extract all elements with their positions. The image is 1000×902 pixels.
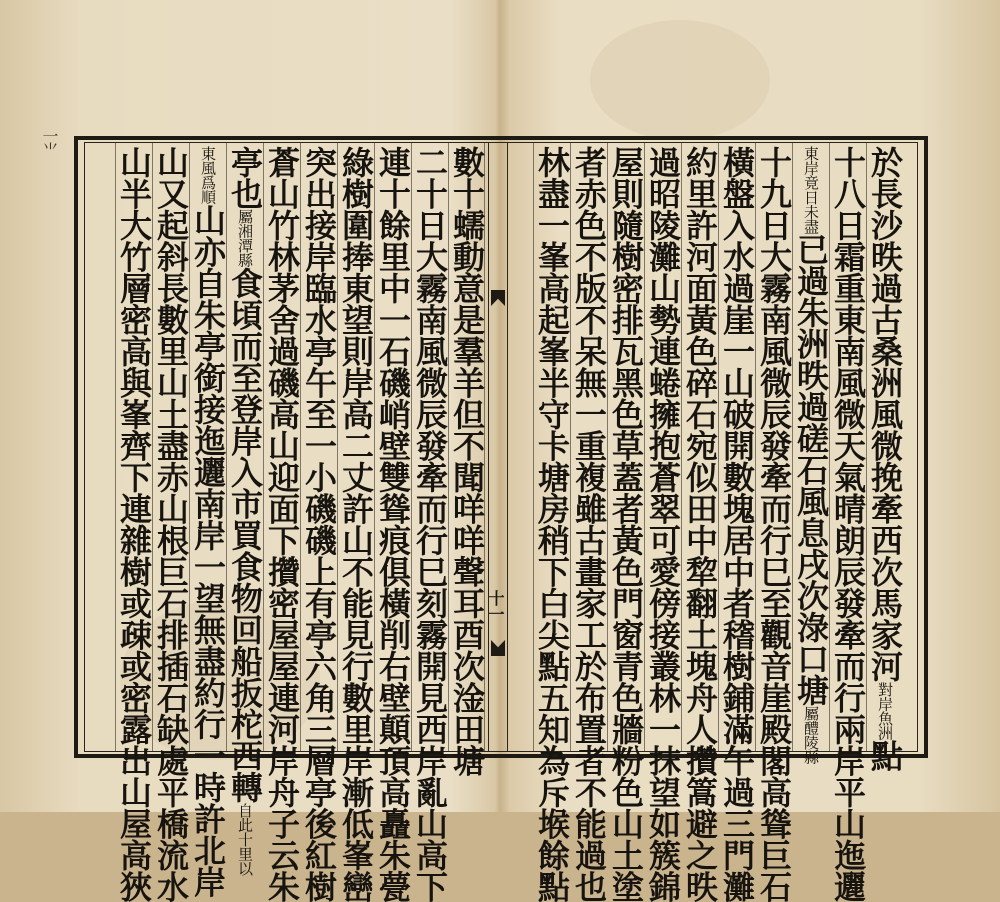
column-text: 屋則隨樹密排瓦黑色草蓋者黃色門窗青色牆粉色山土塗 [607, 146, 645, 902]
text-column [263, 146, 301, 902]
interlinear-note [237, 209, 253, 267]
text-column [829, 146, 867, 902]
note-line: 陵縣 [802, 734, 820, 764]
column-text-tail: 食頃而至登岸入市買食物回船扳柁西轉 [226, 267, 264, 803]
text-column [374, 146, 412, 902]
column-text: 於長沙昳過古桑洲風微挽牽西次馬家河 [866, 146, 904, 682]
note-line: 東風 [199, 146, 217, 175]
text-column [681, 146, 719, 902]
margin-mark: 一⺌ [40, 128, 59, 156]
column-text: 數十蠕動意是羣羊但不聞咩咩聲耳酉次淦田塘 [448, 146, 486, 776]
note-line: 潭縣 [236, 238, 254, 267]
column-text: 者赤色不版不呆無一重複雖古畫家工於布置者不能過也 [570, 146, 608, 902]
interlinear-note [200, 146, 216, 204]
column-text: 二十日大霧南風微辰發牽而行巳刻霧開見西岸亂山高下 [411, 146, 449, 902]
text-column [570, 146, 608, 902]
column-text: 突出接岸臨水亭午至一小磯磯上有亭六角三層亭後紅樹 [300, 146, 338, 902]
note-line: 東岸竟 [802, 146, 820, 190]
column-text: 亭也 [226, 146, 264, 209]
interlinear-note [803, 146, 819, 233]
text-column [718, 146, 756, 902]
text-column [115, 146, 153, 902]
note-line: 屬醴 [802, 705, 820, 735]
text-column [533, 146, 571, 902]
text-column [792, 146, 830, 764]
column-text: 蒼山竹林茅舍過磯高山迎面下攢密屋屋連河岸舟子云朱 [263, 146, 301, 902]
interlinear-note [877, 682, 893, 740]
text-column [300, 146, 338, 902]
text-column [411, 146, 449, 902]
column-text: 十九日大霧南風微辰發牽而行巳至觀音崖殿閣高聳巨石 [755, 146, 793, 902]
note-line: 爲順 [199, 175, 217, 204]
column-text: 約里許河面黃色碎石宛似田中犂翻土塊舟人攢篙避之昳 [681, 146, 719, 902]
interlinear-note [237, 803, 253, 876]
center-fold-strip [488, 142, 508, 752]
text-column [644, 146, 682, 902]
note-line: 對岸 [876, 681, 894, 711]
column-text-tail: 點 [866, 739, 904, 771]
note-line: 日未盡 [802, 189, 820, 233]
note-line: 十里以 [236, 831, 254, 875]
folio-number: 十一 [486, 590, 505, 622]
text-column [448, 146, 486, 776]
paper-stain [590, 20, 770, 140]
text-column [189, 146, 227, 897]
column-text: 已過朱洲昳過磋石風息戌次淥口塘 [792, 233, 830, 706]
column-text: 十八日霜重東南風微天氣晴朗辰發牽而行兩岸平山迤邐 [829, 146, 867, 902]
column-text: 山半大竹層密高與峯齊下連雜樹或疎或密露出山屋高狹 [115, 146, 153, 902]
text-column [755, 146, 793, 902]
text-column [337, 146, 375, 902]
column-text: 橫盤入水過崖一山破開數塊居中者𥡴樹鋪滿午過三門灘 [718, 146, 756, 902]
note-line: 魚洲 [876, 710, 894, 740]
text-column [226, 146, 264, 875]
text-column [152, 146, 190, 902]
column-text: 山又起斜長數里山土盡赤山根巨石排插石缺處平橋流水 [152, 146, 190, 902]
column-text: 連十餘里中一石磯峭壁雙聳痕俱橫削右壁顛頂高矗朱甍 [374, 146, 412, 902]
column-text: 過昭陵灘山勢連蜷擁抱蒼翠可愛傍接叢林一抹望如簇錦 [644, 146, 682, 902]
column-text: 山亦自朱亭銜接迤邐南岸一望無盡約行一時許北岸 [189, 204, 227, 897]
interlinear-note [803, 706, 819, 764]
column-text: 林盡一峯高起峯半守卡塘房稍下白尖點五知為斥堠餘點 [533, 146, 571, 902]
text-column [607, 146, 645, 902]
text-column [866, 146, 904, 771]
column-text: 綠樹圍捧東望則岸高二丈許山不能見行數里岸漸低峯巒 [337, 146, 375, 902]
note-line: 屬湘 [236, 209, 254, 238]
note-line: 自此 [236, 802, 254, 832]
